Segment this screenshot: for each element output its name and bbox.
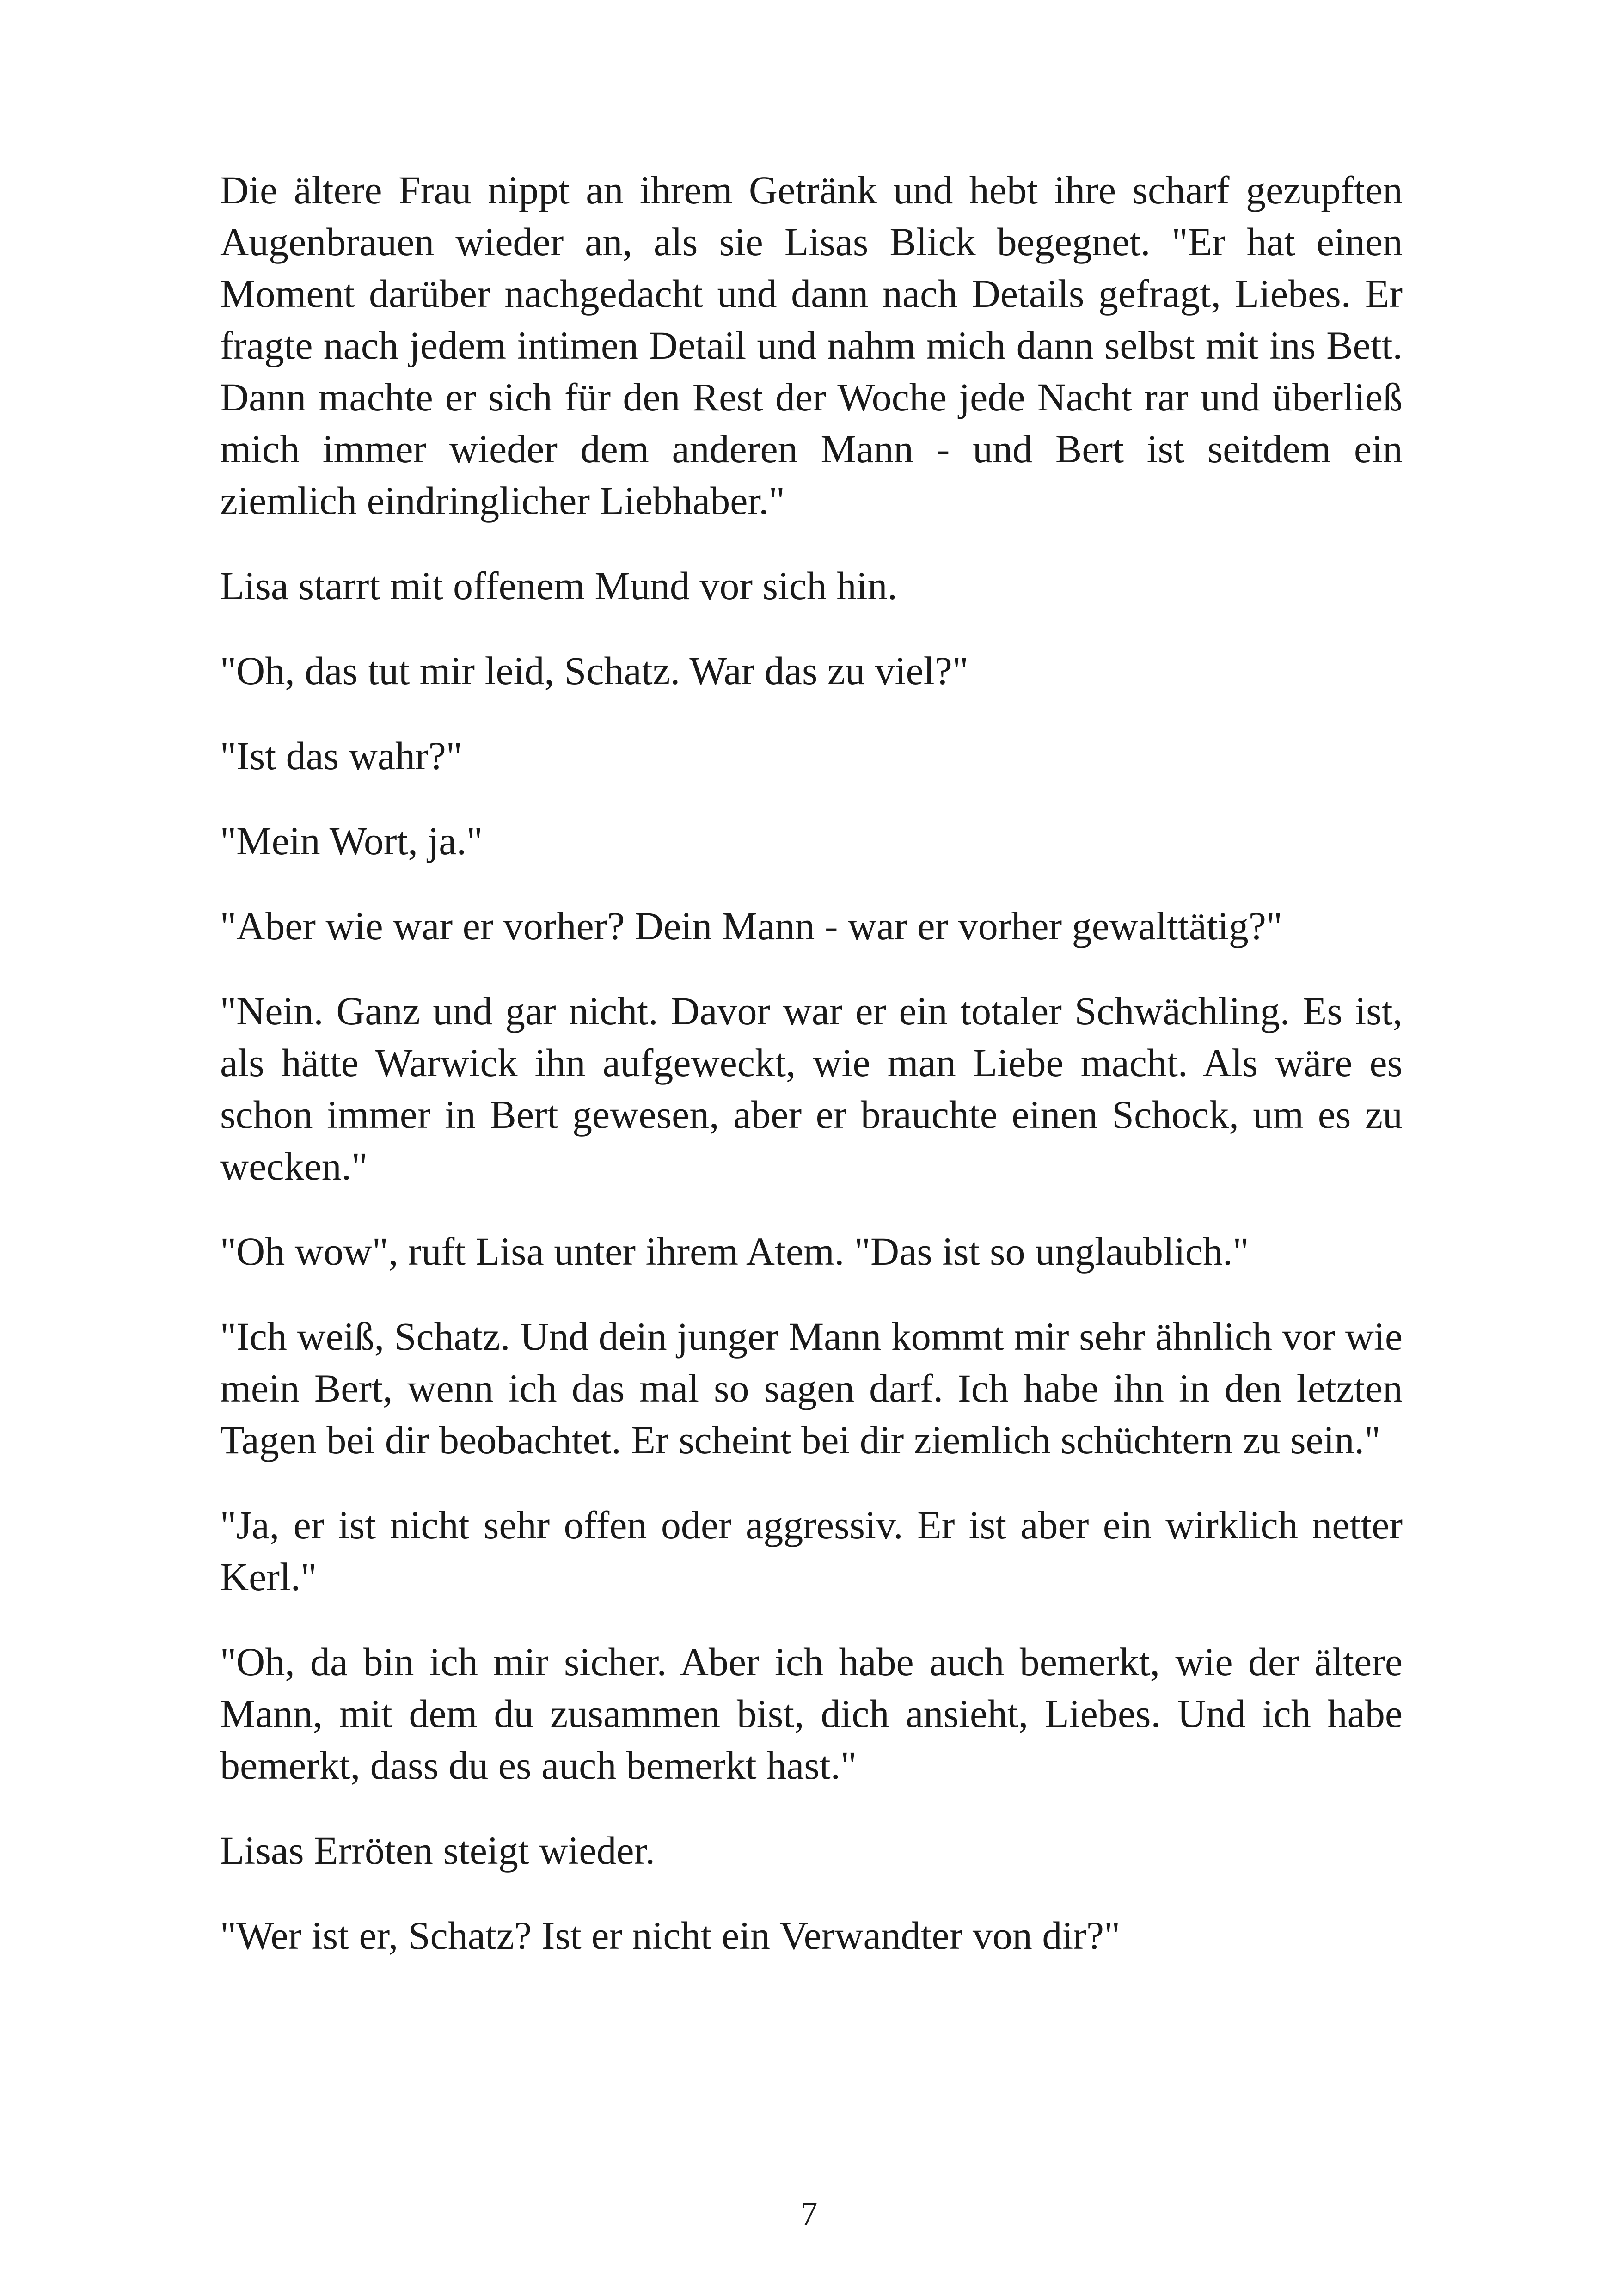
paragraph-3: "Oh, das tut mir leid, Schatz. War das zu viel?" bbox=[220, 649, 968, 693]
paragraph-8: "Oh wow", ruft Lisa unter ihrem Atem. "Das ist so unglaublich." bbox=[220, 1229, 1249, 1274]
paragraph-5: "Mein Wort, ja." bbox=[220, 819, 483, 863]
paragraph-13: "Wer ist er, Schatz? Ist er nicht ein Verwandter von dir?" bbox=[220, 1913, 1121, 1958]
paragraph-12: Lisas Erröten steigt wieder. bbox=[220, 1828, 655, 1873]
paragraph-4: "Ist das wahr?" bbox=[220, 734, 462, 778]
paragraph-2: Lisa starrt mit offenem Mund vor sich hin. bbox=[220, 563, 897, 608]
paragraph-7: "Nein. Ganz und gar nicht. Davor war er ein totaler Schwächling. Es ist, als hätte Warwick ihn aufgeweckt, wie man Liebe macht. Als wäre es schon immer in Bert gewesen, aber er brauchte einen Schock, um es zu wecken." bbox=[220, 989, 1403, 1188]
body-text bbox=[220, 164, 1403, 1995]
paragraph-1: Die ältere Frau nippt an ihrem Getränk und hebt ihre scharf gezupften Augenbrauen wieder an, als sie Lisas Blick begegnet. "Er hat einen Moment darüber nachgedacht und dann nach Details gefragt, Liebes. Er fragte nach jedem intimen Detail und nahm mich dann selbst mit ins Bett. Dann machte er sich für den Rest der Woche jede Nacht rar und überließ mich immer wieder dem anderen Mann - und Bert ist seitdem ein ziemlich eindringlicher Liebhaber." bbox=[220, 168, 1403, 523]
paragraph-9: "Ich weiß, Schatz. Und dein junger Mann kommt mir sehr ähnlich vor wie mein Bert, wenn ich das mal so sagen darf. Ich habe ihn in den letzten Tagen bei dir beobachtet. Er scheint bei dir ziemlich schüchtern zu sein." bbox=[220, 1314, 1403, 1462]
paragraph-6: "Aber wie war er vorher? Dein Mann - war er vorher gewalttätig?" bbox=[220, 904, 1283, 948]
page-number: 7 bbox=[800, 2195, 818, 2233]
paragraph-10: "Ja, er ist nicht sehr offen oder aggressiv. Er ist aber ein wirklich netter Kerl." bbox=[220, 1503, 1403, 1599]
paragraph-11: "Oh, da bin ich mir sicher. Aber ich habe auch bemerkt, wie der ältere Mann, mit dem du zusammen bist, dich ansieht, Liebes. Und ich habe bemerkt, dass du es auch bemerkt hast." bbox=[220, 1640, 1403, 1788]
